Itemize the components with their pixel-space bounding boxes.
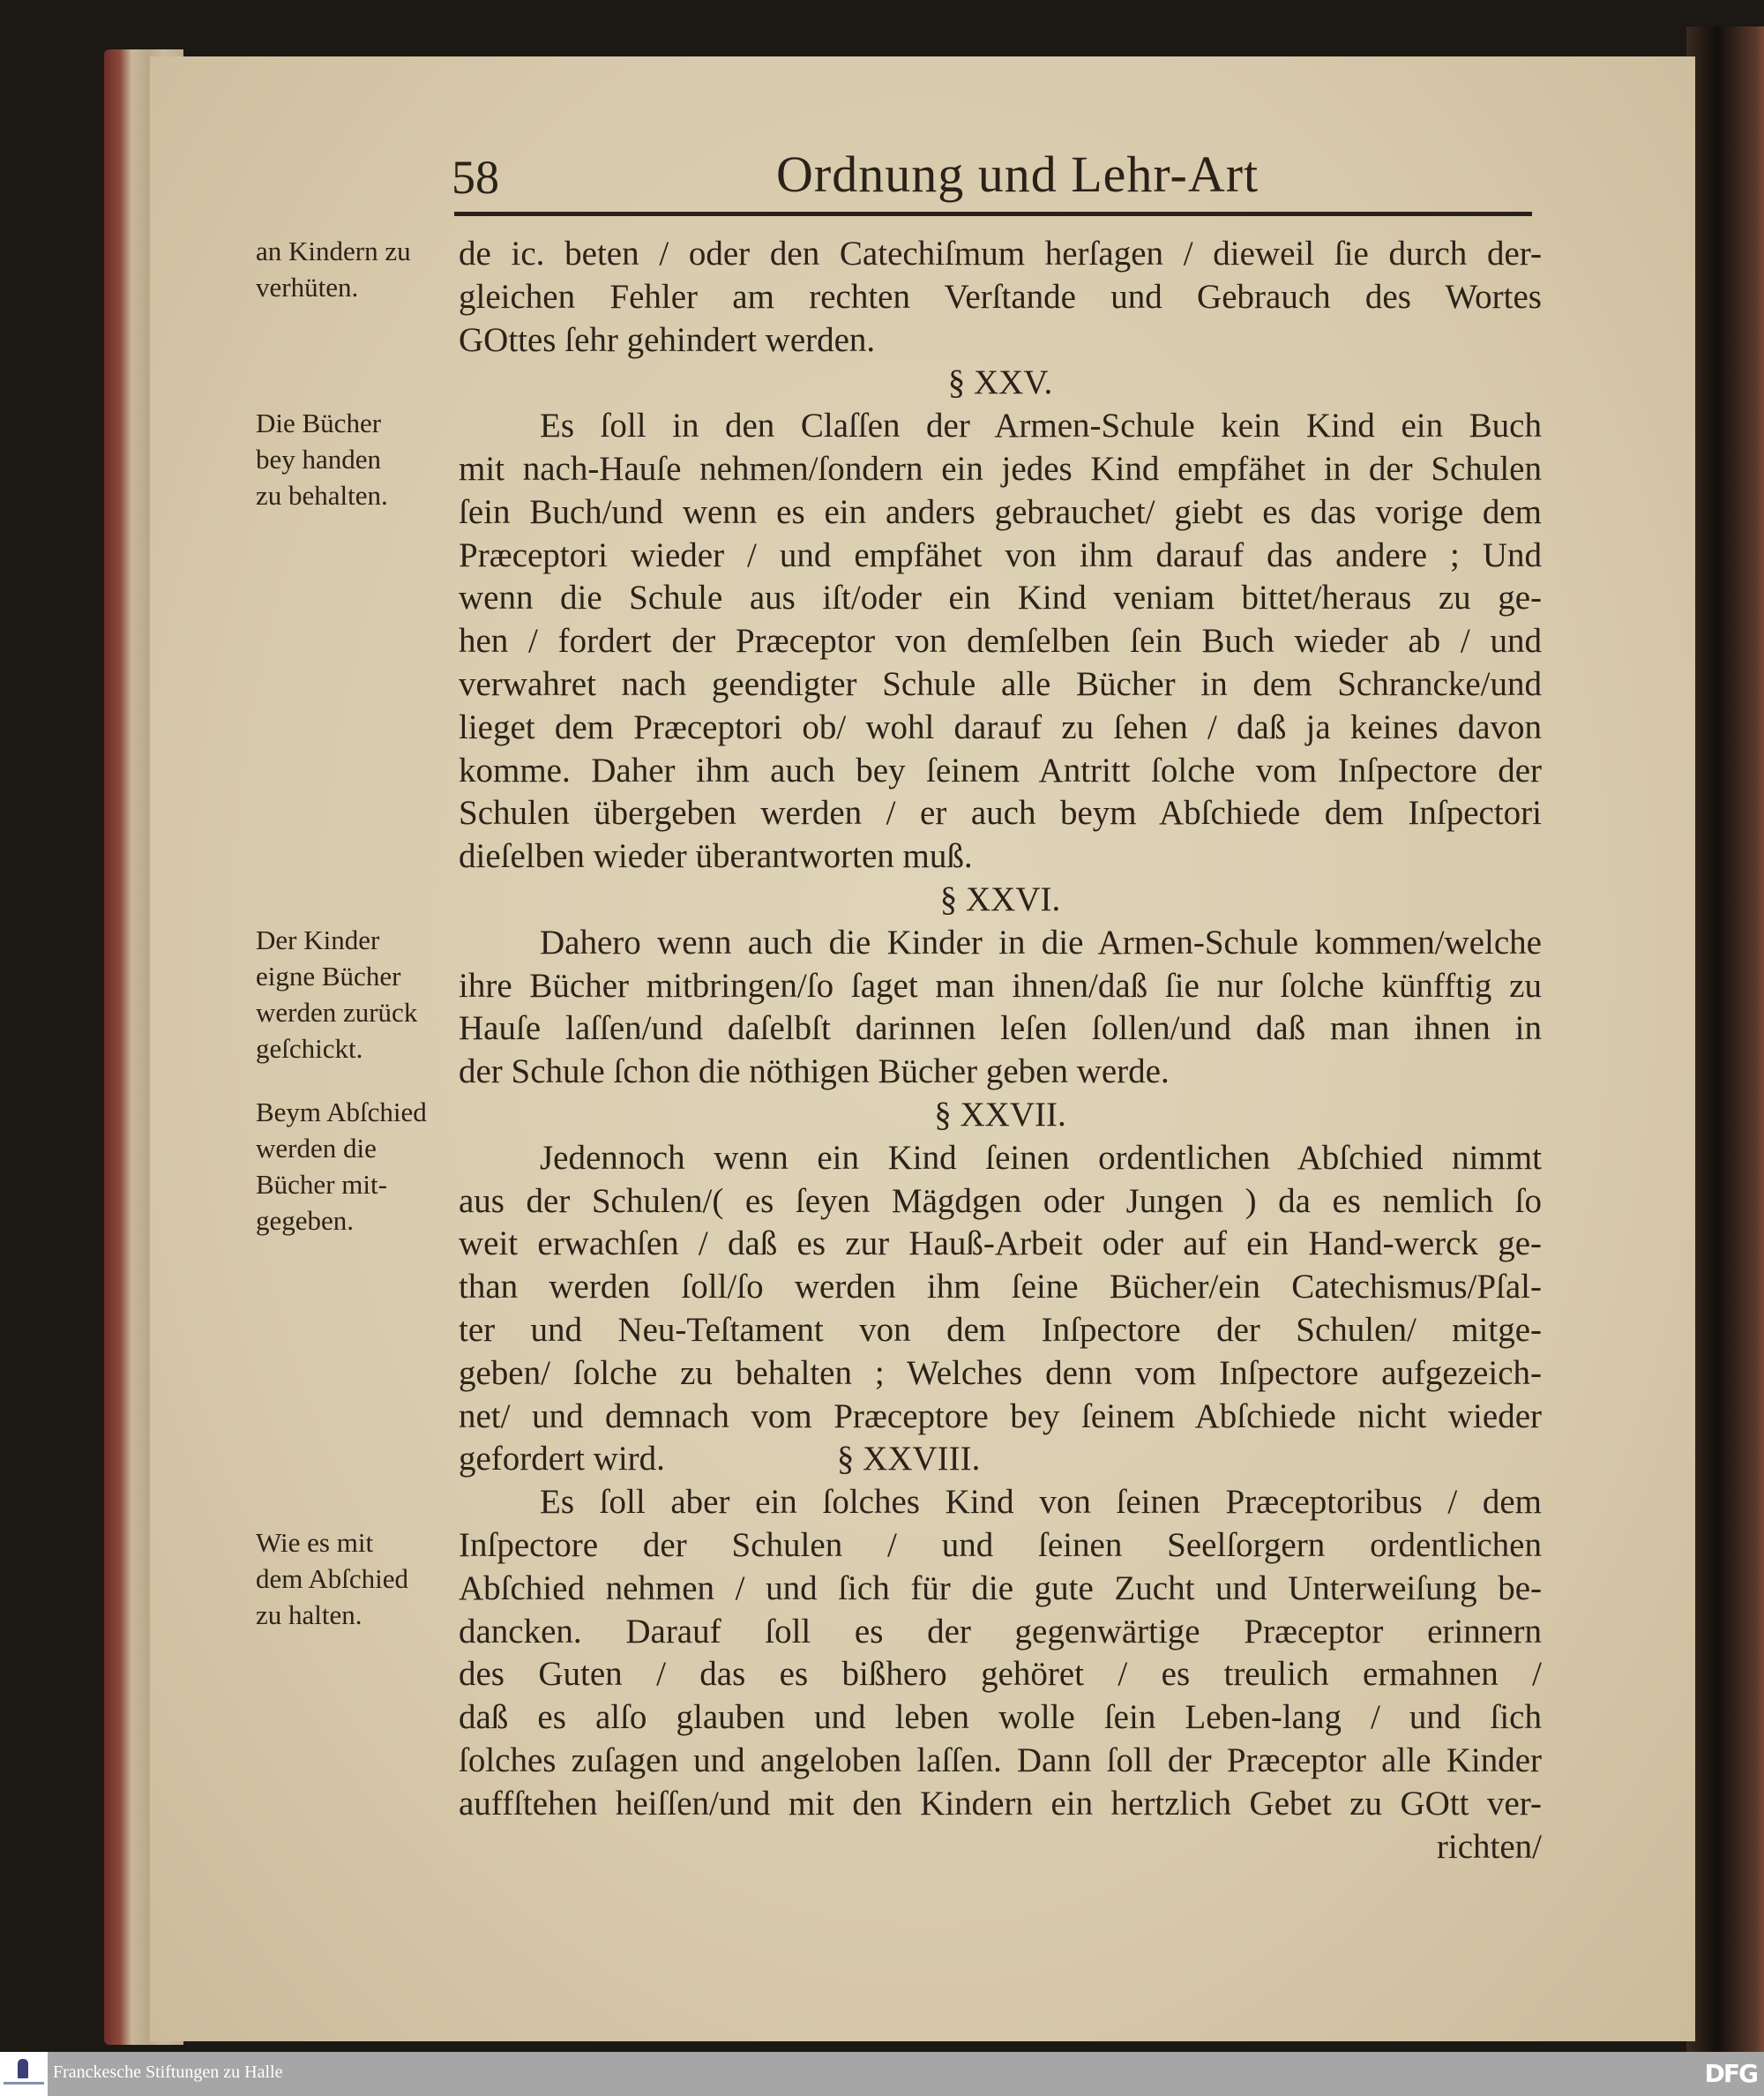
text-line: Hauſe laſſen/und daſelbſt darinnen leſen ſollen/und daß man ihnen in (459, 1009, 1542, 1048)
text-line: dieſelben wieder überantworten muß. (459, 837, 973, 876)
running-title: Ordnung und Lehr-Art (776, 146, 1259, 203)
section-heading: § XXVII. (934, 1096, 1066, 1134)
text-line: daß es alſo glauben und leben wolle ſein Leben-lang / und ſich (459, 1698, 1542, 1737)
page-number: 58 (452, 151, 499, 204)
margin-note-line: Der Kinder (256, 924, 380, 955)
header-rule (454, 212, 1532, 216)
text-line: Dahero wenn auch die Kinder in die Armen-Schule kommen/welche (540, 923, 1542, 962)
text-line: dancken. Darauf ſoll es der gegenwärtige Præceptor erinnern (459, 1612, 1542, 1651)
text-line: ter und Neu-Teſtament von dem Inſpectore der Schulen/ mitge- (459, 1311, 1542, 1349)
margin-note-line: zu behalten. (256, 480, 388, 512)
margin-note-line: geſchickt. (256, 1032, 363, 1064)
text-line: richten/ (1436, 1827, 1542, 1866)
margin-note-line: verhüten. (256, 272, 359, 303)
margin-note-line: dem Abſchied (256, 1563, 409, 1594)
text-line: Es ſoll aber ein ſolches Kind von ſeinen Præceptoribus / dem (540, 1483, 1542, 1522)
text-line: Es ſoll in den Claſſen der Armen-Schule kein Kind ein Buch (540, 407, 1542, 445)
text-line: weit erwachſen / daß es zur Hauß-Arbeit oder auf ein Hand-werck ge- (459, 1224, 1542, 1263)
margin-note-line: an Kindern zu (256, 236, 411, 266)
text-line: de ic. beten / oder den Catechiſmum herſagen / dieweil ſie durch der- (459, 235, 1542, 273)
text-line: Jedennoch wenn ein Kind ſeinen ordentlichen Abſchied nimmt (540, 1138, 1542, 1177)
text-line: Schulen übergeben werden / er auch beym Abſchiede dem Inſpectori (459, 794, 1542, 833)
text-line: gefordert wird. § XXVIII. (459, 1440, 981, 1478)
text-line: Inſpectore der Schulen / und ſeinen Seelſorgern ordentlichen (459, 1526, 1542, 1564)
text-line: geben/ ſolche zu behalten ; Welches denn vom Inſpectore aufgezeich- (459, 1353, 1542, 1392)
text-line: gleichen Fehler am rechten Verſtande und Gebrauch des Wortes (459, 277, 1542, 316)
text-line: verwahret nach geendigter Schule alle Bücher in dem Schrancke/und (459, 665, 1542, 703)
text-line: auffſtehen heiſſen/und mit den Kindern ein hertzlich Gebet zu GOtt ver- (459, 1784, 1542, 1823)
margin-note-line: Beym Abſchied (256, 1097, 427, 1127)
text-line: komme. Daher ihm auch bey ſeinem Antritt ſolche vom Inſpectore der (459, 751, 1542, 790)
text-line: Præceptori wieder / und empfähet von ihm darauf das andere ; Und (459, 535, 1542, 574)
text-line: Abſchied nehmen / und ſich für die gute Zucht und Unterweiſung be- (459, 1568, 1542, 1607)
text-line: hen / fordert der Præceptor von demſelben ſein Buch wieder ab / und (459, 622, 1542, 661)
margin-note-line: werden zurück (256, 996, 418, 1028)
text-line: lieget dem Præceptori ob/ wohl darauf zu ſehen / daß ja keines davon (459, 707, 1542, 746)
institution-logo (0, 2052, 48, 2096)
text-line: aus der Schulen/( es ſeyen Mägdgen oder Jungen ) da es nemlich ſo (459, 1181, 1542, 1220)
text-line: net/ und demnach vom Præceptore bey ſeinem Abſchiede nicht wieder (459, 1396, 1542, 1435)
margin-note-line: zu halten. (256, 1599, 363, 1630)
margin-note-line: werden die (256, 1133, 377, 1164)
text-line: des Guten / das es bißhero gehöret / es treulich ermahnen / (459, 1655, 1542, 1694)
text-line: ihre Bücher mitbringen/ſo ſaget man ihnen/daß ſie nur ſolche künfftig zu (459, 966, 1542, 1005)
margin-note-line: eigne Bücher (256, 960, 401, 992)
institution-name: Franckesche Stiftungen zu Halle (53, 2062, 283, 2082)
book-cover-edge (1686, 26, 1764, 2052)
text-line: mit nach-Hauſe nehmen/ſondern ein jedes Kind empfähet in der Schulen (459, 450, 1542, 488)
section-heading: § XXV. (947, 363, 1053, 402)
text-line: ſein Buch/und wenn es ein anders gebrauchet/ giebt es das vorige dem (459, 492, 1542, 531)
dfg-logo: DFG (1704, 2059, 1757, 2088)
margin-note-line: Wie es mit (256, 1527, 374, 1558)
text-line: der Schule ſchon die nöthigen Bücher geben werde. (459, 1052, 1170, 1091)
text-line: wenn die Schule aus iſt/oder ein Kind veniam bittet/heraus zu ge- (459, 579, 1542, 618)
margin-note-line: gegeben. (256, 1205, 355, 1236)
margin-note-line: Bücher mit- (256, 1169, 387, 1200)
margin-note-line: bey handen (256, 444, 382, 475)
text-line: ſolches zuſagen und angeloben laſſen. Dann ſoll der Præceptor alle Kinder (459, 1741, 1542, 1779)
footer-bar (0, 2052, 1764, 2096)
text-line: than werden ſoll/ſo werden ihm ſeine Bücher/ein Catechismus/Pſal- (459, 1268, 1542, 1306)
text-line: GOttes ſehr gehindert werden. (459, 320, 876, 359)
margin-note-line: Die Bücher (256, 408, 382, 439)
section-heading: § XXVI. (939, 880, 1061, 918)
